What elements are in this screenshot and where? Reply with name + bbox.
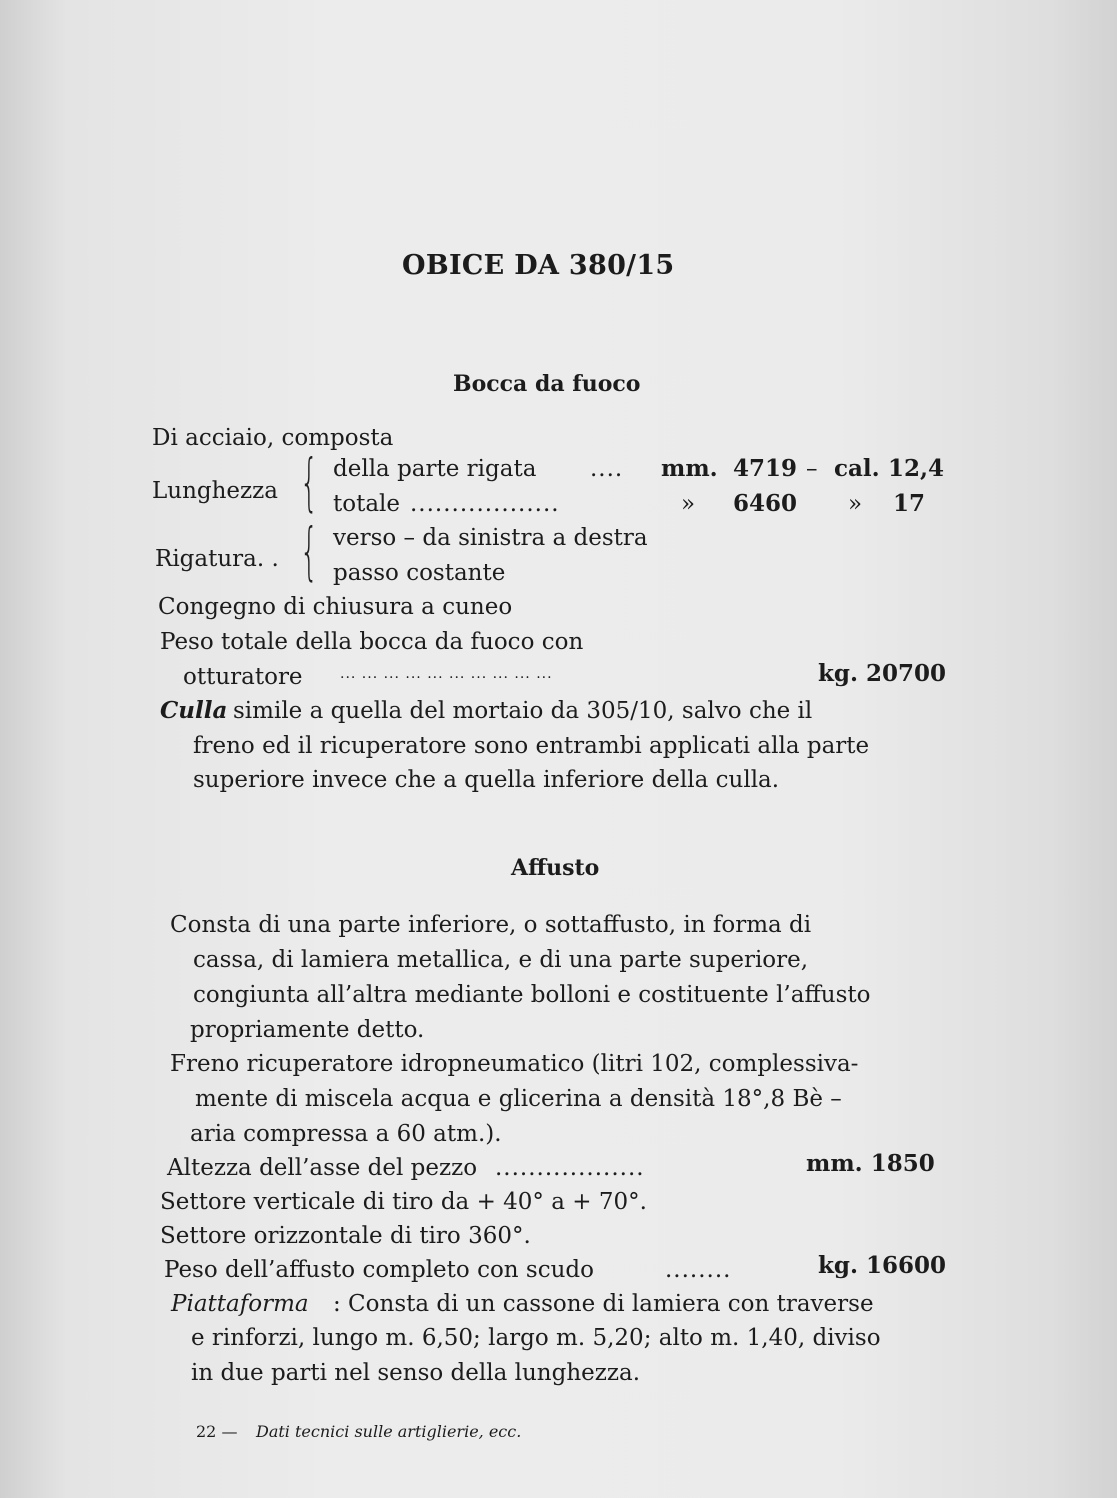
peso-line2: otturatore — [183, 664, 303, 690]
lunghezza-row1-cal: 12,4 — [888, 455, 945, 482]
culla-line3: superiore invece che a quella inferiore della culla. — [193, 767, 780, 793]
peso-line1: Peso totale della bocca da fuoco con — [160, 629, 584, 655]
lunghezza-row2-cal-label: » — [848, 491, 863, 517]
freno-line2: mente di miscela acqua e glicerina a densità 18°,8 Bè – — [195, 1086, 842, 1112]
lunghezza-row1-cal-label: cal. — [834, 455, 880, 482]
lunghezza-row1-unit: mm. — [661, 455, 718, 482]
peso-affusto-dots: ........ — [665, 1257, 732, 1283]
page-title: OBICE DA 380/15 — [402, 250, 675, 281]
freno-line3: aria compressa a 60 atm.). — [190, 1121, 502, 1147]
consta-line3: congiunta all’altra mediante bolloni e costituente l’affusto — [193, 982, 871, 1008]
section-heading-bocca: Bocca da fuoco — [453, 371, 641, 397]
lunghezza-row2-dots: .................. — [410, 491, 560, 517]
lunghezza-row2-unit: » — [681, 491, 696, 517]
lunghezza-label: Lunghezza — [152, 478, 278, 504]
lunghezza-row2-text: totale — [333, 491, 401, 517]
rigatura-label: Rigatura. . — [155, 546, 279, 572]
lunghezza-row1-text: della parte rigata — [333, 456, 537, 482]
section-heading-affusto: Affusto — [511, 855, 600, 881]
piattaforma-line2: e rinforzi, lungo m. 6,50; largo m. 5,20; alto m. 1,40, diviso — [191, 1325, 881, 1351]
footer-text: Dati tecnici sulle artiglierie, ecc. — [256, 1422, 522, 1441]
lunghezza-row1-dots: .... — [590, 456, 624, 482]
consta-line1: Consta di una parte inferiore, o sottaffusto, in forma di — [170, 912, 812, 938]
peso-affusto-text: Peso dell’affusto completo con scudo — [164, 1257, 594, 1283]
altezza-dots: .................. — [495, 1155, 645, 1181]
settore-orizzontale: Settore orizzontale di tiro 360°. — [160, 1223, 531, 1249]
culla-line2: freno ed il ricuperatore sono entrambi applicati alla parte — [193, 733, 870, 759]
peso-dots: ... ... ... ... ... ... ... ... ... ... — [340, 666, 553, 682]
culla-line1: simile a quella del mortaio da 305/10, salvo che il — [233, 698, 813, 724]
culla-label: Culla — [160, 697, 228, 724]
altezza-text: Altezza dell’asse del pezzo — [167, 1155, 478, 1181]
congegno-line: Congegno di chiusura a cuneo — [158, 594, 513, 620]
peso-affusto-value: kg. 16600 — [818, 1252, 947, 1279]
lunghezza-row2-cal: 17 — [893, 490, 926, 517]
peso-value: kg. 20700 — [818, 660, 947, 687]
intro-line: Di acciaio, composta — [152, 425, 394, 451]
piattaforma-line1: : Consta di un cassone di lamiera con traverse — [333, 1291, 874, 1317]
piattaforma-line3: in due parti nel senso della lunghezza. — [191, 1360, 641, 1386]
piattaforma-label: Piattaforma — [171, 1291, 309, 1317]
altezza-value: mm. 1850 — [806, 1150, 935, 1177]
freno-line1: Freno ricuperatore idropneumatico (litri 102, complessiva- — [170, 1051, 859, 1077]
lunghezza-row1-dash: – — [806, 456, 818, 482]
lunghezza-row1-value: 4719 — [733, 455, 798, 482]
settore-verticale: Settore verticale di tiro da + 40° a + 70°. — [160, 1189, 647, 1215]
rigatura-row2: passo costante — [333, 560, 506, 586]
consta-line4: propriamente detto. — [190, 1017, 425, 1043]
footer-page-number: 22 — — [196, 1422, 238, 1441]
rigatura-row1: verso – da sinistra a destra — [333, 525, 648, 551]
brace-icon: { — [300, 447, 319, 520]
lunghezza-row2-value: 6460 — [733, 490, 798, 517]
consta-line2: cassa, di lamiera metallica, e di una parte superiore, — [193, 947, 809, 973]
brace-icon: { — [300, 516, 319, 589]
